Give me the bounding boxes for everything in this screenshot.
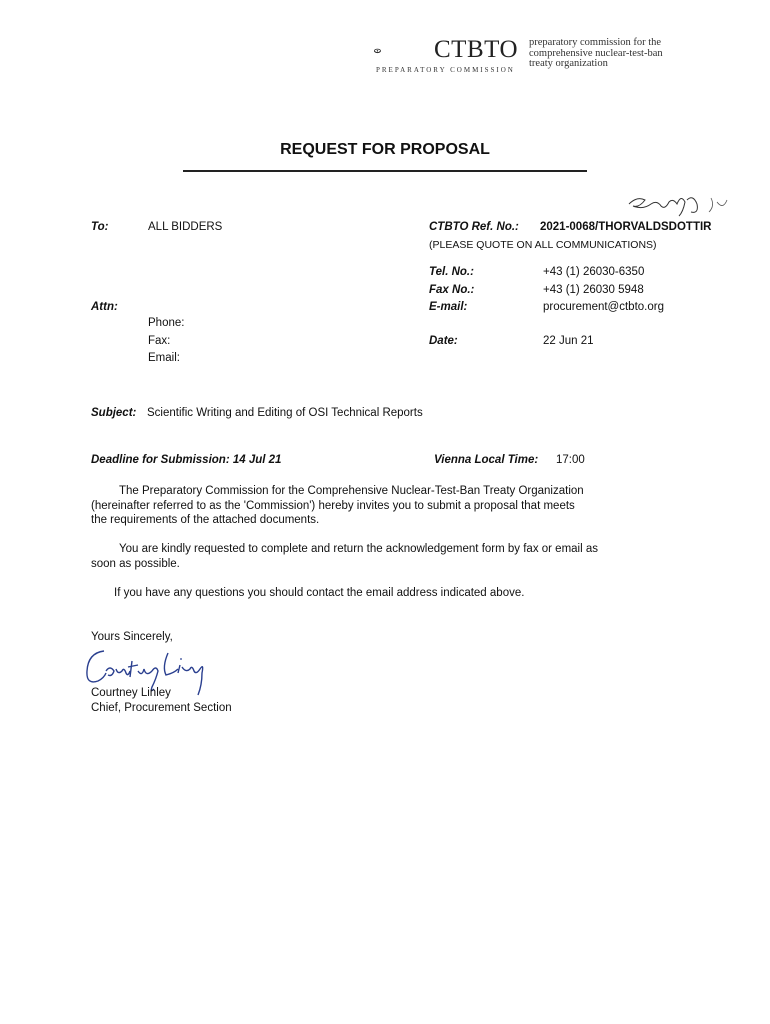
ref-label: CTBTO Ref. No.: [429,221,519,233]
fax-value: +43 (1) 26030 5948 [543,284,644,296]
logo-description [529,38,699,70]
attn-email: Email: [148,352,180,364]
ctbto-logo-icon [372,36,432,68]
paragraph-invitation [91,484,711,528]
paragraph-line: The Preparatory Commission for the Comprehensive Nuclear-Test-Ban Treaty Organization [119,485,584,497]
fax-label: Fax No.: [429,284,475,296]
logo-description-line: comprehensive nuclear-test-ban [529,47,663,59]
logo-description-line: preparatory commission for the [529,37,662,48]
ref-value: 2021-0068/THORVALDSDOTTIR [540,221,712,233]
document-title: REQUEST FOR PROPOSAL [280,141,490,158]
signatory-position: Chief, Procurement Section [91,702,232,714]
logo-description-line: treaty organization [529,58,608,69]
deadline: Deadline for Submission: 14 Jul 21 [91,454,282,466]
paragraph-questions: If you have any questions you should contact the email address indicated above. [114,587,525,599]
attn-phone: Phone: [148,317,185,329]
logo-wordmark: CTBTO [434,36,518,63]
vienna-time-value: 17:00 [556,454,585,466]
email-value[interactable]: procurement@ctbto.org [543,301,664,313]
subject-label: Subject: [91,407,137,419]
vienna-time-label: Vienna Local Time: [434,454,539,466]
date-value: 22 Jun 21 [543,335,594,347]
email-label: E-mail: [429,301,468,313]
logo-subtitle: PREPARATORY COMMISSION [376,66,515,74]
to-label: To: [91,221,109,233]
paragraph-line: You are kindly requested to complete and return the acknowledgement form by fax or email as [119,543,599,555]
signatory-name: Courtney Linley [91,687,171,699]
tel-label: Tel. No.: [429,266,474,278]
tel-value: +43 (1) 26030-6350 [543,266,645,278]
attn-label: Attn: [91,301,118,313]
paragraph-line: the requirements of the attached documents. [91,514,320,526]
paragraph-line: (hereinafter referred to as the 'Commission') hereby invites you to submit a proposal that meets [91,499,575,512]
title-underline [183,170,587,172]
paragraph-acknowledgement [91,542,711,571]
to-value: ALL BIDDERS [148,221,223,233]
initials-signature-icon [625,190,745,220]
attn-fax: Fax: [148,335,171,347]
subject-value: Scientific Writing and Editing of OSI Technical Reports [147,407,423,419]
paragraph-line: soon as possible. [91,557,180,570]
date-label: Date: [429,335,458,347]
closing-salutation: Yours Sincerely, [91,631,173,643]
ref-note: (PLEASE QUOTE ON ALL COMMUNICATIONS) [429,239,657,251]
